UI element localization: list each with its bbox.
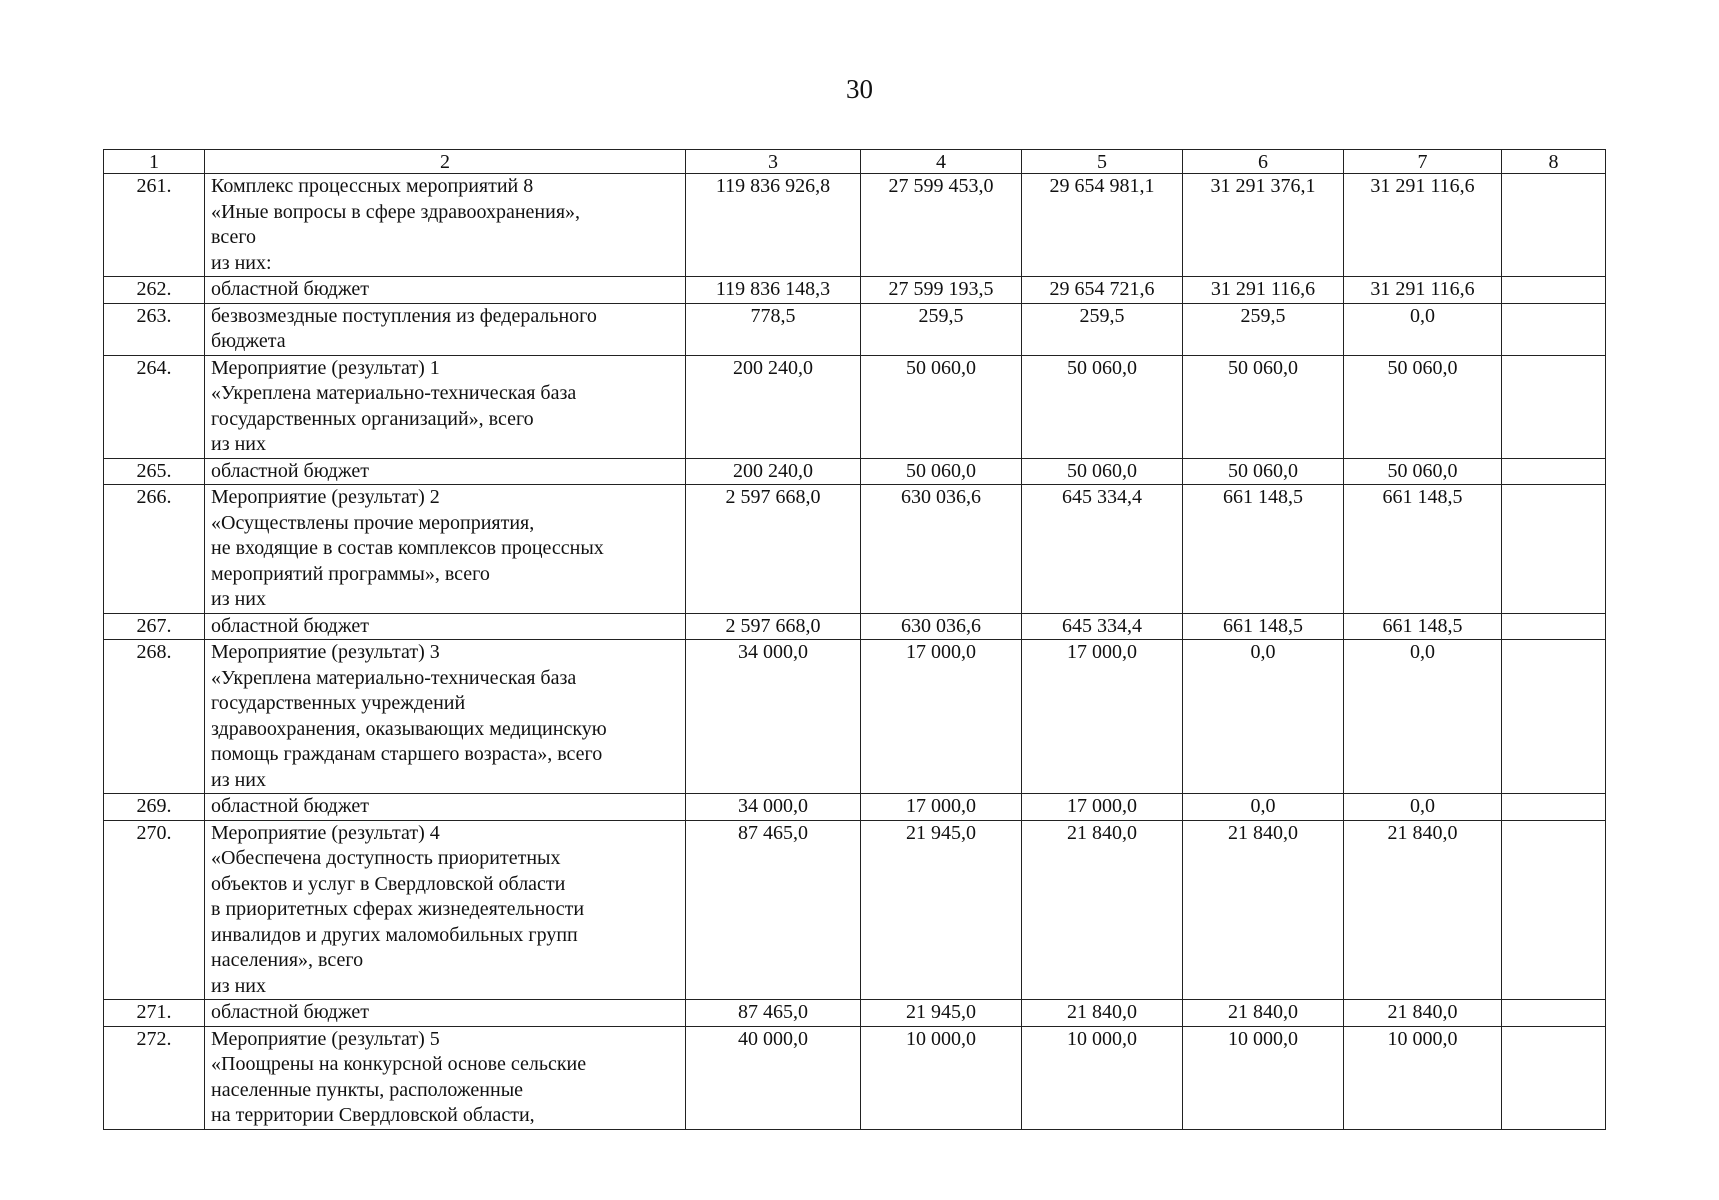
- value-cell: [1502, 458, 1606, 485]
- value-cell: [1502, 613, 1606, 640]
- row-number: 266.: [104, 485, 205, 614]
- row-name: Мероприятие (результат) 4 «Обеспечена доступность приоритетных объектов и услуг в Свердловской области в приоритетных сферах жизнедеятельности инвалидов и других маломобильных групп населения», всего из них: [205, 820, 686, 1000]
- value-cell: 50 060,0: [1022, 355, 1183, 458]
- column-header: 3: [686, 150, 861, 174]
- row-name: Комплекс процессных мероприятий 8 «Иные вопросы в сфере здравоохранения», всего из них:: [205, 174, 686, 277]
- value-cell: 661 148,5: [1183, 485, 1344, 614]
- row-number: 265.: [104, 458, 205, 485]
- value-cell: [1502, 820, 1606, 1000]
- row-name: Мероприятие (результат) 3 «Укреплена материально-техническая база государственных учреждений здравоохранения, оказывающих медицинскую помощь гражданам старшего возраста», всего из них: [205, 640, 686, 794]
- value-cell: 21 840,0: [1022, 820, 1183, 1000]
- row-number: 262.: [104, 277, 205, 304]
- value-cell: 31 291 116,6: [1344, 174, 1502, 277]
- row-name: областной бюджет: [205, 1000, 686, 1027]
- row-number: 270.: [104, 820, 205, 1000]
- table-row: [104, 277, 1606, 304]
- value-cell: 778,5: [686, 303, 861, 355]
- value-cell: [1502, 640, 1606, 794]
- value-cell: 119 836 148,3: [686, 277, 861, 304]
- value-cell: 21 945,0: [861, 820, 1022, 1000]
- row-number: 272.: [104, 1026, 205, 1129]
- value-cell: 34 000,0: [686, 794, 861, 821]
- value-cell: 200 240,0: [686, 355, 861, 458]
- value-cell: 50 060,0: [861, 458, 1022, 485]
- value-cell: 17 000,0: [861, 640, 1022, 794]
- row-name: Мероприятие (результат) 1 «Укреплена материально-техническая база государственных организаций», всего из них: [205, 355, 686, 458]
- table-row: [104, 1026, 1606, 1129]
- table-row: [104, 458, 1606, 485]
- value-cell: 29 654 981,1: [1022, 174, 1183, 277]
- value-cell: 17 000,0: [861, 794, 1022, 821]
- value-cell: [1502, 355, 1606, 458]
- table-row: [104, 1000, 1606, 1027]
- value-cell: 50 060,0: [1344, 355, 1502, 458]
- value-cell: 40 000,0: [686, 1026, 861, 1129]
- row-name: областной бюджет: [205, 794, 686, 821]
- value-cell: 29 654 721,6: [1022, 277, 1183, 304]
- table-row: [104, 640, 1606, 794]
- column-header: 2: [205, 150, 686, 174]
- value-cell: 661 148,5: [1344, 485, 1502, 614]
- row-name: безвозмездные поступления из федерального бюджета: [205, 303, 686, 355]
- value-cell: 2 597 668,0: [686, 485, 861, 614]
- value-cell: 27 599 193,5: [861, 277, 1022, 304]
- column-header: 1: [104, 150, 205, 174]
- value-cell: [1502, 1000, 1606, 1027]
- value-cell: 10 000,0: [1022, 1026, 1183, 1129]
- value-cell: 10 000,0: [1344, 1026, 1502, 1129]
- row-number: 261.: [104, 174, 205, 277]
- column-header: 5: [1022, 150, 1183, 174]
- value-cell: 0,0: [1344, 640, 1502, 794]
- value-cell: 50 060,0: [1183, 355, 1344, 458]
- value-cell: [1502, 303, 1606, 355]
- value-cell: [1502, 485, 1606, 614]
- table-row: [104, 174, 1606, 277]
- value-cell: 0,0: [1183, 640, 1344, 794]
- value-cell: 50 060,0: [1022, 458, 1183, 485]
- row-name: областной бюджет: [205, 613, 686, 640]
- value-cell: 21 840,0: [1344, 820, 1502, 1000]
- value-cell: 17 000,0: [1022, 640, 1183, 794]
- budget-table: [103, 149, 1606, 1130]
- value-cell: 0,0: [1344, 303, 1502, 355]
- row-name: Мероприятие (результат) 5 «Поощрены на конкурсной основе сельские населенные пункты, расположенные на территории Свердловской области,: [205, 1026, 686, 1129]
- row-number: 271.: [104, 1000, 205, 1027]
- value-cell: 21 840,0: [1183, 1000, 1344, 1027]
- column-header: 6: [1183, 150, 1344, 174]
- value-cell: 259,5: [1183, 303, 1344, 355]
- value-cell: [1502, 277, 1606, 304]
- value-cell: [1502, 174, 1606, 277]
- value-cell: 21 840,0: [1022, 1000, 1183, 1027]
- value-cell: 259,5: [861, 303, 1022, 355]
- value-cell: 50 060,0: [1183, 458, 1344, 485]
- value-cell: 200 240,0: [686, 458, 861, 485]
- value-cell: 17 000,0: [1022, 794, 1183, 821]
- row-name: областной бюджет: [205, 277, 686, 304]
- row-number: 264.: [104, 355, 205, 458]
- value-cell: 21 945,0: [861, 1000, 1022, 1027]
- value-cell: 119 836 926,8: [686, 174, 861, 277]
- table-row: [104, 613, 1606, 640]
- table-row: [104, 485, 1606, 614]
- page-number: 30: [846, 74, 873, 104]
- value-cell: 661 148,5: [1344, 613, 1502, 640]
- value-cell: 10 000,0: [861, 1026, 1022, 1129]
- table-row: [104, 794, 1606, 821]
- value-cell: 31 291 116,6: [1183, 277, 1344, 304]
- value-cell: 0,0: [1344, 794, 1502, 821]
- column-header: 8: [1502, 150, 1606, 174]
- column-header: 7: [1344, 150, 1502, 174]
- value-cell: 10 000,0: [1183, 1026, 1344, 1129]
- row-number: 267.: [104, 613, 205, 640]
- column-number-row: [104, 150, 1606, 174]
- value-cell: [1502, 1026, 1606, 1129]
- value-cell: 31 291 376,1: [1183, 174, 1344, 277]
- row-number: 268.: [104, 640, 205, 794]
- row-name: Мероприятие (результат) 2 «Осуществлены прочие мероприятия, не входящие в состав комплексов процессных мероприятий программы», всего из них: [205, 485, 686, 614]
- row-name: областной бюджет: [205, 458, 686, 485]
- value-cell: 31 291 116,6: [1344, 277, 1502, 304]
- value-cell: 34 000,0: [686, 640, 861, 794]
- row-number: 269.: [104, 794, 205, 821]
- value-cell: 50 060,0: [861, 355, 1022, 458]
- column-header: 4: [861, 150, 1022, 174]
- value-cell: 87 465,0: [686, 1000, 861, 1027]
- value-cell: 21 840,0: [1183, 820, 1344, 1000]
- value-cell: 21 840,0: [1344, 1000, 1502, 1027]
- row-number: 263.: [104, 303, 205, 355]
- value-cell: 0,0: [1183, 794, 1344, 821]
- value-cell: 87 465,0: [686, 820, 861, 1000]
- value-cell: 645 334,4: [1022, 485, 1183, 614]
- value-cell: 27 599 453,0: [861, 174, 1022, 277]
- value-cell: 645 334,4: [1022, 613, 1183, 640]
- table-row: [104, 355, 1606, 458]
- table-row: [104, 820, 1606, 1000]
- value-cell: 661 148,5: [1183, 613, 1344, 640]
- value-cell: 50 060,0: [1344, 458, 1502, 485]
- value-cell: 630 036,6: [861, 613, 1022, 640]
- value-cell: 259,5: [1022, 303, 1183, 355]
- value-cell: [1502, 794, 1606, 821]
- table-row: [104, 303, 1606, 355]
- value-cell: 630 036,6: [861, 485, 1022, 614]
- table-body: [104, 174, 1606, 1130]
- value-cell: 2 597 668,0: [686, 613, 861, 640]
